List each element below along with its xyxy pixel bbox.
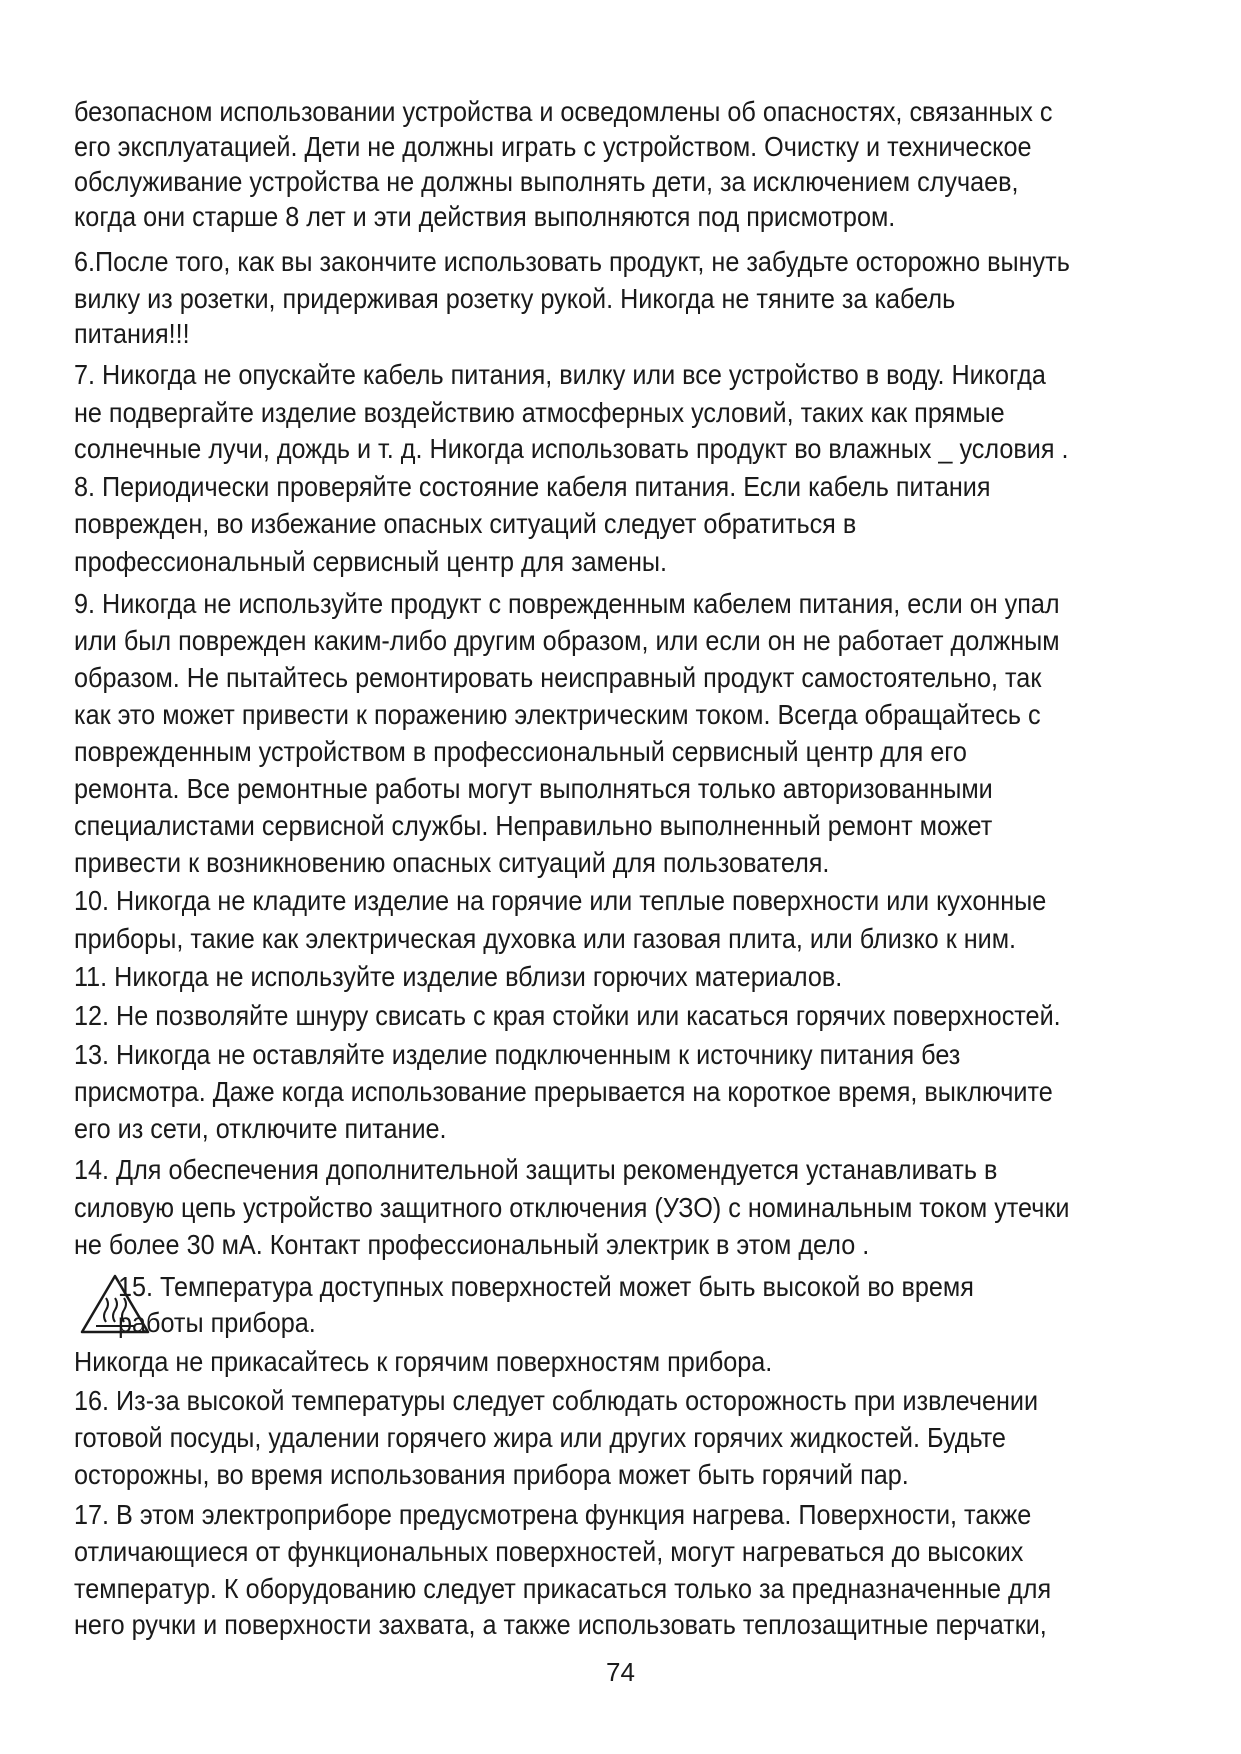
text-line: 12. Не позволяйте шнуру свисать с края стойки или касаться горячих поверхностей. — [74, 1000, 1061, 1031]
text-line: как это может привести к поражению электрическим током. Всегда обращайтесь с — [74, 699, 1041, 730]
text-line: приборы, такие как электрическая духовка или газовая плита, или близко к ним. — [74, 923, 1017, 954]
text-line: питания!!! — [74, 318, 190, 349]
text-line: или был поврежден каким-либо другим образом, или если он не работает должным — [74, 625, 1060, 656]
text-line: обслуживание устройства не должны выполнять дети, за исключением случаев, — [74, 166, 1019, 197]
text-line: поврежденным устройством в профессиональный сервисный центр для его — [74, 736, 967, 767]
text-line: 9. Никогда не используйте продукт с поврежденным кабелем питания, если он упал — [74, 588, 1060, 619]
text-line: не более 30 мА. Контакт профессиональный электрик в этом дело . — [74, 1229, 870, 1260]
text-line: образом. Не пытайтесь ремонтировать неисправный продукт самостоятельно, так — [74, 662, 1042, 693]
text-line: силовую цепь устройство защитного отключения (УЗО) с номинальным током утечки — [74, 1192, 1070, 1223]
text-line: 15. Температура доступных поверхностей может быть высокой во время — [118, 1271, 974, 1302]
text-line: 13. Никогда не оставляйте изделие подключенным к источнику питания без — [74, 1039, 961, 1070]
text-line: 6.После того, как вы закончите использовать продукт, не забудьте осторожно вынуть — [74, 246, 1070, 277]
text-line: 14. Для обеспечения дополнительной защиты рекомендуется устанавливать в — [74, 1154, 998, 1185]
text-line: 10. Никогда не кладите изделие на горячие или теплые поверхности или кухонные — [74, 885, 1047, 916]
text-line: 17. В этом электроприборе предусмотрена функция нагрева. Поверхности, также — [74, 1499, 1032, 1530]
text-line: вилку из розетки, придерживая розетку рукой. Никогда не тяните за кабель — [74, 283, 956, 314]
text-line: Никогда не прикасайтесь к горячим поверхностям прибора. — [74, 1346, 773, 1377]
text-line: его эксплуатацией. Дети не должны играть с устройством. Очистку и техническое — [74, 131, 1032, 162]
text-line: работы прибора. — [118, 1307, 316, 1338]
text-line: 7. Никогда не опускайте кабель питания, вилку или все устройство в воду. Никогда — [74, 359, 1046, 390]
page-number: 74 — [606, 1657, 635, 1687]
text-line: поврежден, во избежание опасных ситуаций следует обратиться в — [74, 508, 857, 539]
text-line: его из сети, отключите питание. — [74, 1113, 447, 1144]
text-line: отличающиеся от функциональных поверхностей, могут нагреваться до высоких — [74, 1536, 1024, 1567]
text-line: присмотра. Даже когда использование прерывается на короткое время, выключите — [74, 1076, 1053, 1107]
text-line: специалистами сервисной службы. Неправильно выполненный ремонт может — [74, 810, 993, 841]
text-line: солнечные лучи, дождь и т. д. Никогда использовать продукт во влажных _ условия . — [74, 433, 1069, 464]
text-line: безопасном использовании устройства и осведомлены об опасностях, связанных с — [74, 96, 1053, 127]
text-line: 16. Из-за высокой температуры следует соблюдать осторожность при извлечении — [74, 1385, 1039, 1416]
text-line: привести к возникновению опасных ситуаций для пользователя. — [74, 847, 830, 878]
text-line: профессиональный сервисный центр для замены. — [74, 546, 668, 577]
text-line: температур. К оборудованию следует прикасаться только за предназначенные для — [74, 1573, 1052, 1604]
text-line: не подвергайте изделие воздействию атмосферных условий, таких как прямые — [74, 397, 1005, 428]
text-line: осторожны, во время использования прибора может быть горячий пар. — [74, 1459, 909, 1490]
text-line: ремонта. Все ремонтные работы могут выполняться только авторизованными — [74, 773, 993, 804]
text-line: когда они старше 8 лет и эти действия выполняются под присмотром. — [74, 201, 896, 232]
text-line: готовой посуды, удалении горячего жира или других горячих жидкостей. Будьте — [74, 1422, 1006, 1453]
text-line: 11. Никогда не используйте изделие вблизи горючих материалов. — [74, 961, 843, 992]
text-line: 8. Периодически проверяйте состояние кабеля питания. Если кабель питания — [74, 471, 991, 502]
text-line: него ручки и поверхности захвата, а также использовать теплозащитные перчатки, — [74, 1609, 1047, 1640]
